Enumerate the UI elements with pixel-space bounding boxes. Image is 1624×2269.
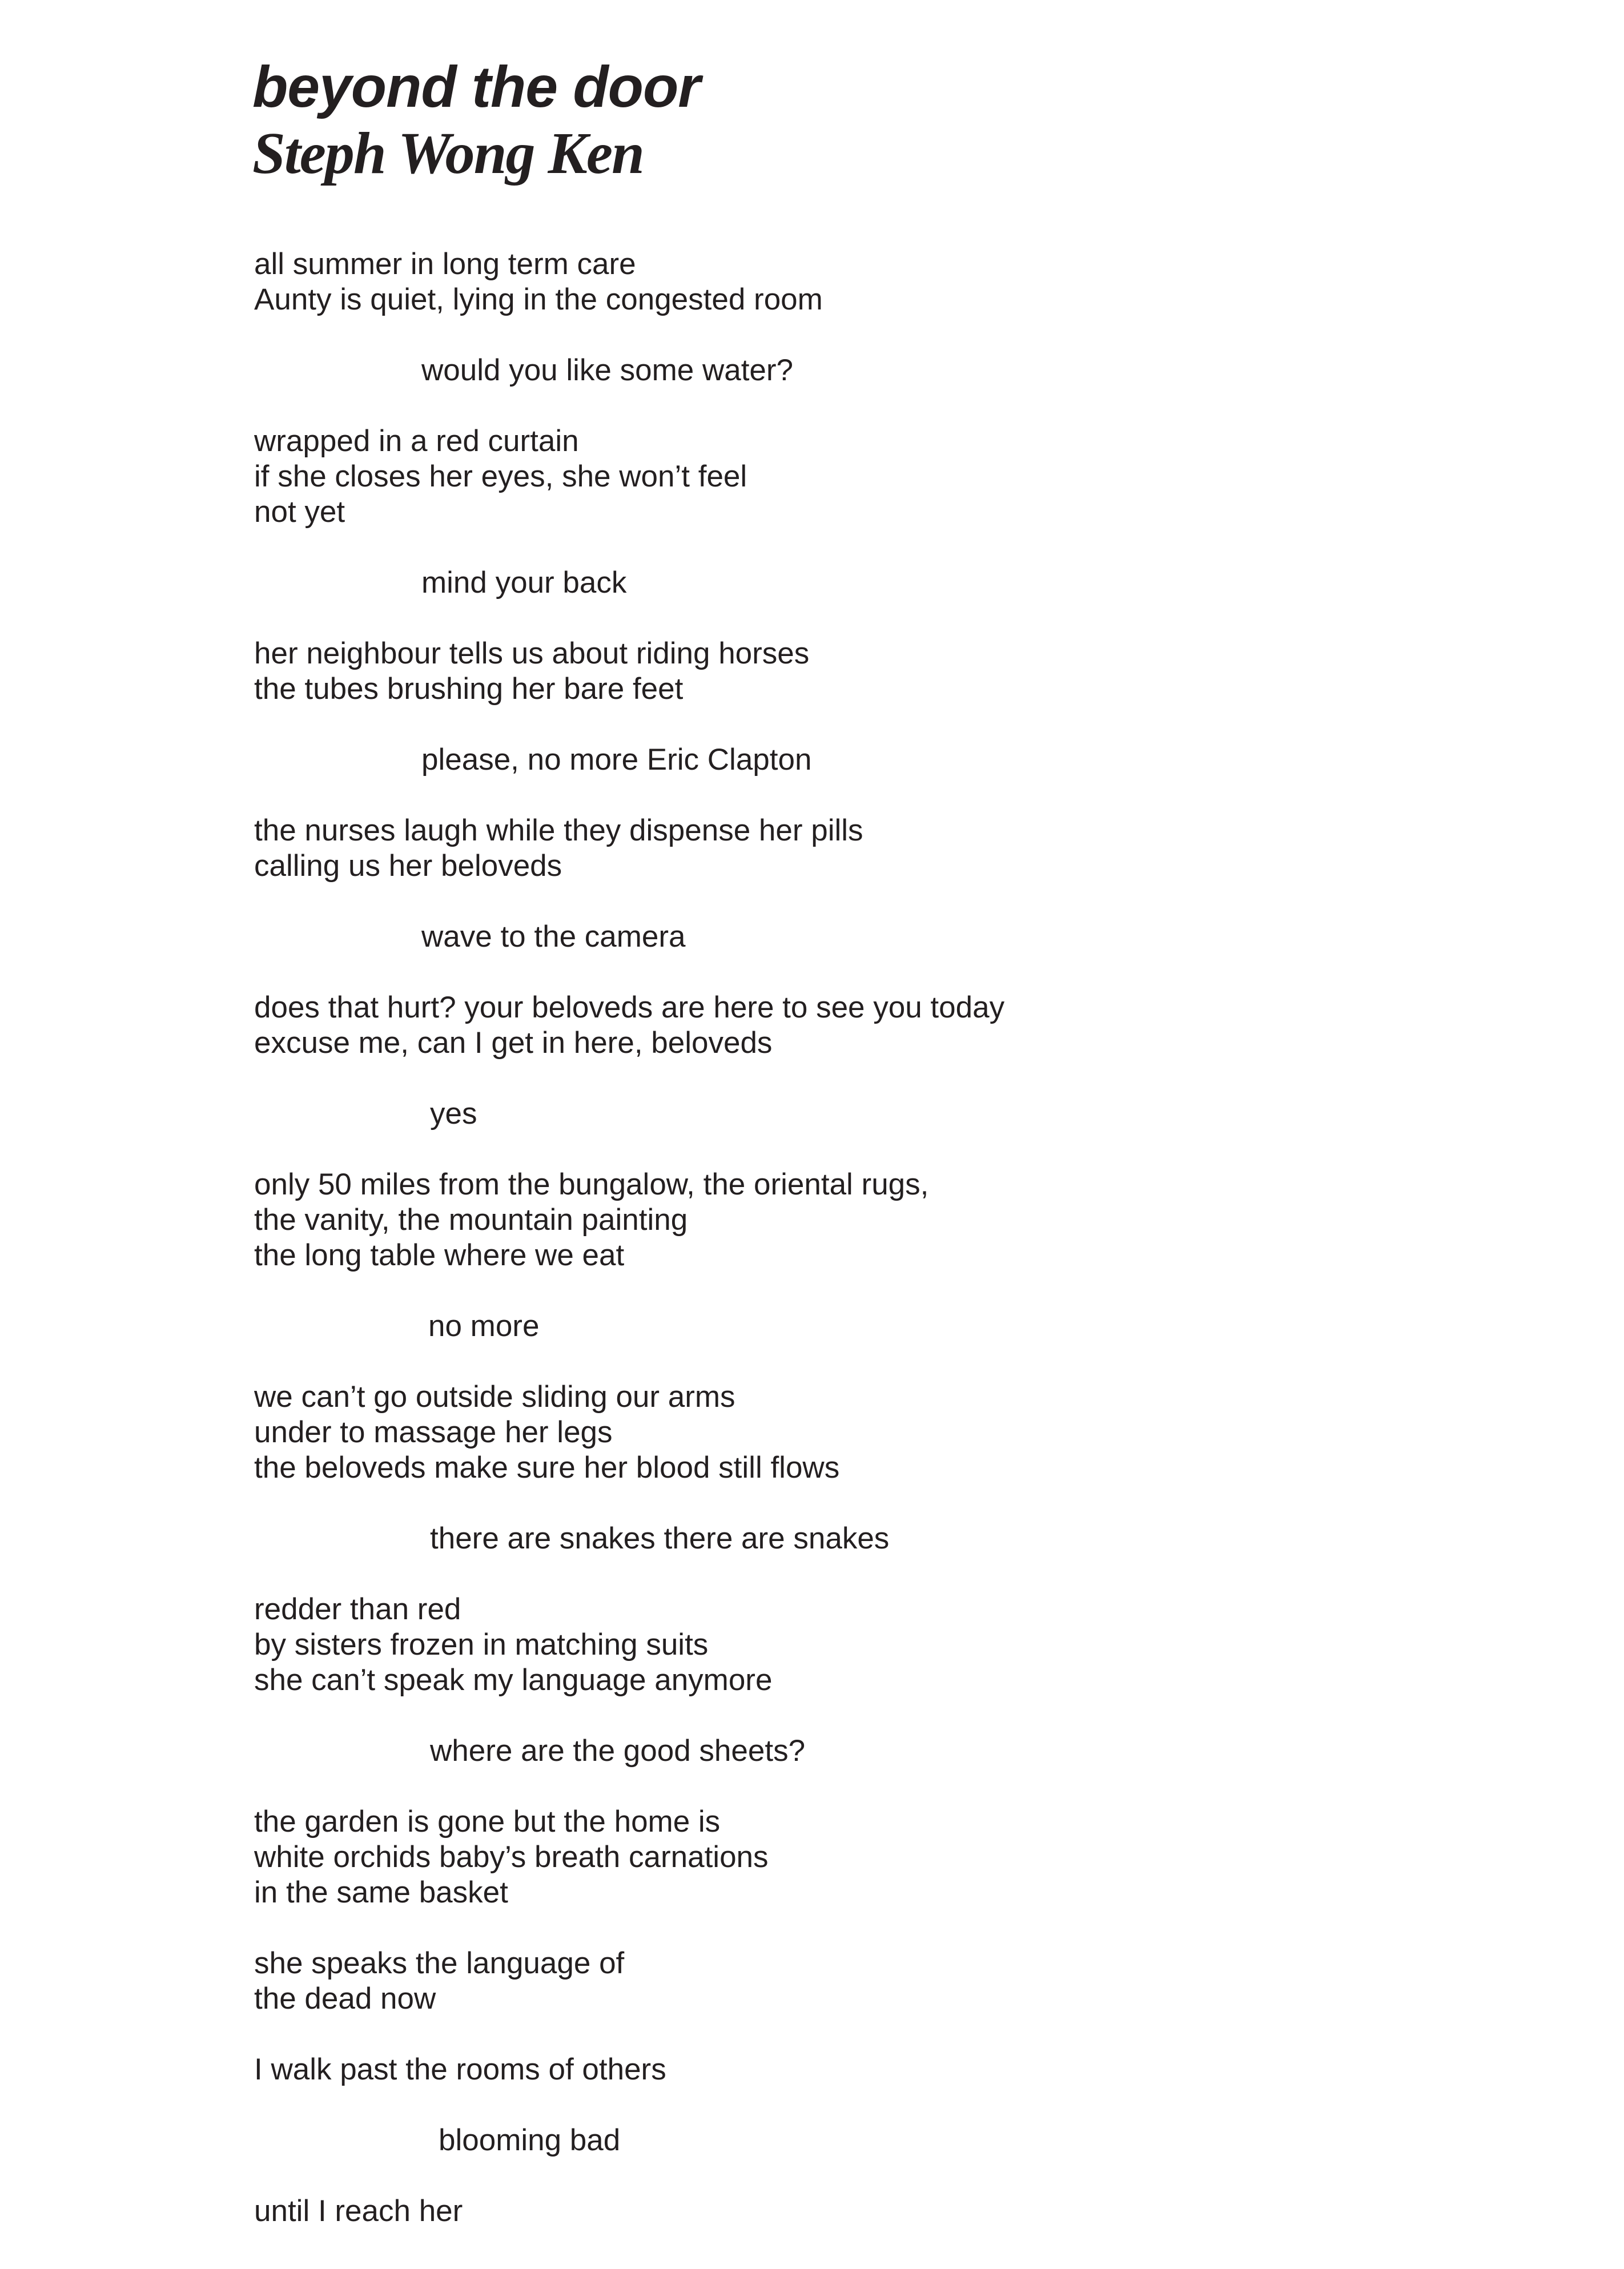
poem-line: the beloveds make sure her blood still flows [254, 1451, 840, 1484]
poem-line: her neighbour tells us about riding horses [254, 637, 810, 670]
poem-line: not yet [254, 495, 345, 529]
stanza [254, 2052, 1567, 2087]
poem-line: all summer in long term care [254, 247, 636, 281]
poem-line: in the same basket [254, 1876, 508, 1909]
poem-line: excuse me, can I get in here, beloveds [254, 1026, 773, 1060]
poem-line: only 50 miles from the bungalow, the oriental rugs, [254, 1168, 929, 1201]
stanza [254, 424, 1567, 530]
poem-line: if she closes her eyes, she won’t feel [254, 460, 747, 493]
stanza [254, 1592, 1567, 1698]
poem-line: the dead now [254, 1982, 436, 2015]
poem-line: calling us her beloveds [254, 849, 562, 883]
poem-line: the tubes brushing her bare feet [254, 672, 684, 706]
poem-line: Aunty is quiet, lying in the congested room [254, 283, 823, 316]
poem-line: the garden is gone but the home is [254, 1805, 721, 1838]
refrain-line: yes [430, 1097, 477, 1131]
poem-line: she speaks the language of [254, 1946, 625, 1980]
stanza [254, 990, 1567, 1061]
poem-line: I walk past the rooms of others [254, 2053, 666, 2086]
poem-line: does that hurt? your beloveds are here to see you today [254, 991, 1005, 1024]
poem-body [254, 247, 1567, 2264]
poem-line: by sisters frozen in matching suits [254, 1628, 709, 1661]
stanza [254, 1804, 1567, 1910]
poem-title: beyond the door [252, 54, 700, 119]
stanza [254, 1946, 1567, 2017]
poem-line: we can’t go outside sliding our arms [254, 1380, 735, 1414]
poem-line: the nurses laugh while they dispense her pills [254, 814, 863, 847]
refrain-line: blooming bad [439, 2123, 621, 2157]
poem-line: white orchids baby’s breath carnations [254, 1840, 769, 1874]
poem-line: the long table where we eat [254, 1238, 625, 1272]
poem-line: she can’t speak my language anymore [254, 1663, 773, 1697]
stanza [254, 247, 1567, 317]
refrain-line: wave to the camera [421, 920, 686, 954]
poem-author: Steph Wong Ken [252, 120, 644, 186]
stanza [254, 636, 1567, 707]
poem-line: until I reach her [254, 2194, 463, 2228]
poem-line: the vanity, the mountain painting [254, 1203, 688, 1237]
stanza [254, 1167, 1567, 1273]
poem-line: under to massage her legs [254, 1415, 613, 1449]
refrain-line: please, no more Eric Clapton [421, 743, 812, 777]
poem-line: wrapped in a red curtain [254, 424, 579, 458]
stanza [254, 2194, 1567, 2229]
refrain-line: where are the good sheets? [430, 1734, 806, 1768]
stanza [254, 1379, 1567, 1486]
stanza [254, 813, 1567, 884]
refrain-line: mind your back [421, 566, 627, 600]
refrain-line: would you like some water? [421, 353, 794, 387]
refrain-line: there are snakes there are snakes [430, 1522, 890, 1555]
refrain-line: no more [428, 1309, 540, 1343]
poem-line: redder than red [254, 1592, 461, 1626]
